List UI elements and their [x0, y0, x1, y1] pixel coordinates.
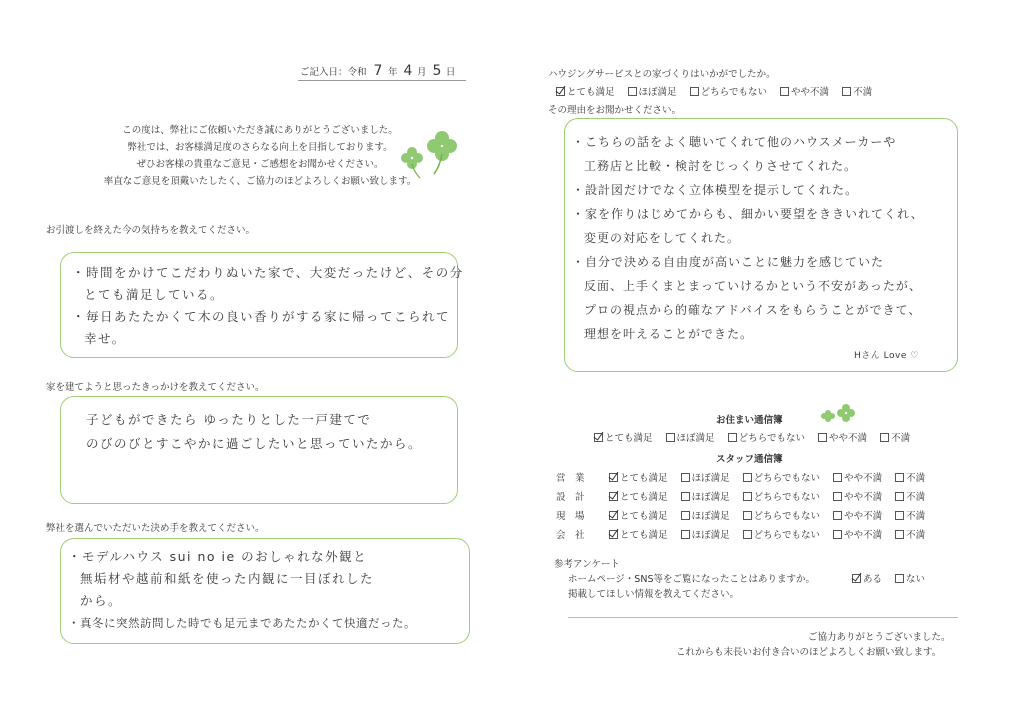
- signature: Hさん Love ♡: [854, 351, 919, 361]
- answer-line: から。: [80, 593, 123, 608]
- clover-icon: [398, 128, 466, 180]
- date-prefix: ご記入日：令和: [300, 67, 367, 78]
- checkbox-icon: [833, 530, 842, 539]
- option-label: とても満足: [567, 87, 615, 98]
- checkbox-icon: [895, 530, 904, 539]
- intro-line: ぜひお客様の貴重なご意見・ご感想をお聞かせください。: [136, 159, 384, 170]
- date-day: 5: [432, 63, 443, 79]
- option-label: やや不満: [844, 511, 883, 522]
- option-label: 不満: [906, 473, 926, 484]
- answer-line: プロの視点から的確なアドバイスをもらうことができて、: [584, 303, 922, 317]
- option-very-satisfied[interactable]: [556, 84, 615, 98]
- checkbox-icon: [609, 492, 618, 501]
- option-label: どちらでもない: [753, 492, 821, 503]
- checkbox-icon: [833, 492, 842, 501]
- option-very-satisfied[interactable]: [609, 489, 668, 503]
- option-mostly-satisfied[interactable]: [681, 527, 730, 541]
- answer-line: 反面、上手くまとまっていけるかという不安があったが、: [584, 279, 922, 293]
- option-slightly-dissatisfied[interactable]: [818, 430, 867, 444]
- checkbox-icon: [609, 530, 618, 539]
- option-label: 不満: [906, 530, 926, 541]
- option-label: やや不満: [844, 530, 883, 541]
- survey-homepage-options: [852, 571, 935, 585]
- option-label: やや不満: [844, 492, 883, 503]
- option-mostly-satisfied[interactable]: [666, 430, 715, 444]
- checkbox-icon: [628, 87, 637, 96]
- option-label: どちらでもない: [753, 511, 821, 522]
- staff-row-label: 営 業: [556, 473, 585, 484]
- option-slightly-dissatisfied[interactable]: [780, 84, 829, 98]
- q1-question: お引渡しを終えた今の気持ちを教えてください。: [46, 225, 256, 236]
- checkbox-icon: [743, 492, 752, 501]
- staff-card-title: スタッフ通信簿: [716, 454, 783, 465]
- option-dissatisfied[interactable]: [895, 508, 925, 522]
- option-label: ほぼ満足: [691, 511, 730, 522]
- q2-answer: [86, 408, 422, 456]
- option-slightly-dissatisfied[interactable]: [833, 527, 882, 541]
- survey-info-question: 掲載してほしい情報を教えてください。: [568, 589, 740, 600]
- q4-answer: [572, 130, 924, 346]
- option-label: どちらでもない: [738, 433, 805, 444]
- checkbox-icon: [743, 511, 752, 520]
- date-underline: [298, 80, 466, 81]
- option-label: とても満足: [620, 473, 668, 484]
- answer-line: 無垢材や越前和紙を使った内観に一目ぼれした: [80, 571, 375, 586]
- closing-line-1: ご協力ありがとうございました。: [808, 632, 951, 643]
- staff-row-sales: [556, 470, 935, 484]
- housing-options: [594, 430, 920, 444]
- survey-title: 参考アンケート: [554, 559, 620, 570]
- option-label: 不満: [906, 511, 926, 522]
- answer-line: ・真冬に突然訪問した時でも足元まであたたかくて快適だった。: [68, 616, 416, 630]
- option-slightly-dissatisfied[interactable]: [833, 470, 882, 484]
- checkbox-icon: [728, 433, 737, 442]
- checkbox-icon: [818, 433, 827, 442]
- closing-line-2: これからも末長いお付き合いのほどよろしくお願い致します。: [676, 647, 942, 658]
- answer-line: ・家を作りはじめてからも、細かい要望をききいれてくれ、: [572, 207, 924, 221]
- q4-reason-label: その理由をお聞かせください。: [548, 105, 682, 116]
- checkbox-icon: [895, 473, 904, 482]
- option-slightly-dissatisfied[interactable]: [833, 489, 882, 503]
- date-field: [300, 64, 455, 78]
- option-label: とても満足: [605, 433, 653, 444]
- option-dissatisfied[interactable]: [895, 527, 925, 541]
- option-label: ほぼ満足: [676, 433, 715, 444]
- option-label: ある: [863, 574, 883, 585]
- q1-answer: [72, 262, 464, 350]
- option-label: 不満: [906, 492, 926, 503]
- answer-line: ・毎日あたたかくて木の良い香りがする家に帰ってこられて: [72, 309, 451, 324]
- checkbox-icon: [780, 87, 789, 96]
- option-label: ない: [906, 574, 926, 585]
- answer-line: ・こちらの話をよく聴いてくれて他のハウスメーカーや: [572, 135, 897, 149]
- staff-row-site: [556, 508, 935, 522]
- checkbox-icon: [666, 433, 675, 442]
- intro-line: 率直なご意見を頂戴いたしたく、ご協力のほどよろしくお願い致します。: [103, 176, 417, 187]
- checkbox-icon: [880, 433, 889, 442]
- staff-row-label: 会 社: [556, 530, 585, 541]
- checkbox-icon: [681, 511, 690, 520]
- option-label: ほぼ満足: [691, 473, 730, 484]
- answer-line: 工務店と比較・検討をじっくりさせてくれた。: [584, 159, 858, 173]
- checkbox-icon: [833, 511, 842, 520]
- housing-card-title: お住まい通信簿: [716, 415, 783, 426]
- option-mostly-satisfied[interactable]: [681, 489, 730, 503]
- option-label: 不満: [891, 433, 911, 444]
- checkbox-icon: [556, 87, 565, 96]
- option-very-satisfied[interactable]: [609, 527, 668, 541]
- checkbox-icon: [594, 433, 603, 442]
- staff-row-label: 現 場: [556, 511, 585, 522]
- staff-row-company: [556, 527, 935, 541]
- option-very-satisfied[interactable]: [594, 430, 653, 444]
- option-neutral[interactable]: [690, 84, 767, 98]
- option-no[interactable]: [895, 571, 925, 585]
- option-mostly-satisfied[interactable]: [681, 508, 730, 522]
- intro-line: この度は、弊社にご依頼いただき誠にありがとうございました。: [122, 125, 398, 136]
- option-neutral[interactable]: [728, 430, 805, 444]
- answer-line: ・時間をかけてこだわりぬいた家で、大変だったけど、その分: [72, 265, 464, 280]
- checkbox-icon: [852, 574, 861, 583]
- checkbox-icon: [895, 492, 904, 501]
- answer-line: とても満足している。: [84, 287, 225, 302]
- option-yes[interactable]: [852, 571, 882, 585]
- option-neutral[interactable]: [743, 489, 820, 503]
- answer-line: 子どもができたら ゆったりとした一戸建てで: [86, 412, 372, 427]
- answer-line: 変更の対応をしてくれた。: [584, 231, 741, 245]
- checkbox-icon: [690, 87, 699, 96]
- answer-line: のびのびとすこやかに過ごしたいと思っていたから。: [86, 436, 423, 451]
- option-mostly-satisfied[interactable]: [681, 470, 730, 484]
- staff-row-label: 設 計: [556, 492, 585, 503]
- option-label: どちらでもない: [700, 87, 767, 98]
- survey-answer-line: [568, 617, 958, 618]
- option-label: とても満足: [620, 492, 668, 503]
- date-year: 7: [373, 63, 384, 79]
- option-mostly-satisfied[interactable]: [628, 84, 677, 98]
- checkbox-icon: [743, 530, 752, 539]
- option-slightly-dissatisfied[interactable]: [833, 508, 882, 522]
- option-label: やや不満: [829, 433, 868, 444]
- checkbox-icon: [681, 530, 690, 539]
- q4-question: ハウジングサービスとの家づくりはいかがでしたか。: [548, 69, 776, 80]
- date-month: 4: [403, 63, 414, 79]
- date-year-unit: 年: [387, 67, 398, 78]
- option-label: どちらでもない: [753, 530, 821, 541]
- checkbox-icon: [609, 511, 618, 520]
- clover-icon: [818, 402, 858, 424]
- answer-line: ・モデルハウス sui no ie のおしゃれな外観と: [68, 549, 368, 564]
- checkbox-icon: [681, 492, 690, 501]
- checkbox-icon: [833, 473, 842, 482]
- option-very-satisfied[interactable]: [609, 470, 668, 484]
- checkbox-icon: [895, 574, 904, 583]
- staff-row-design: [556, 489, 935, 503]
- date-month-unit: 月: [416, 67, 427, 78]
- q3-question: 弊社を選んでいただいた決め手を教えてください。: [46, 523, 265, 534]
- checkbox-icon: [743, 473, 752, 482]
- answer-line: 幸せ。: [84, 331, 126, 346]
- option-label: やや不満: [844, 473, 883, 484]
- option-neutral[interactable]: [743, 508, 820, 522]
- option-label: ほぼ満足: [638, 87, 677, 98]
- q3-answer: [68, 546, 416, 634]
- q4-options: [556, 84, 882, 98]
- option-dissatisfied[interactable]: [842, 84, 872, 98]
- option-dissatisfied[interactable]: [895, 470, 925, 484]
- option-neutral[interactable]: [743, 470, 820, 484]
- option-label: どちらでもない: [753, 473, 821, 484]
- option-label: ほぼ満足: [691, 530, 730, 541]
- survey-homepage-question: ホームページ・SNS等をご覧になったことはありますか。: [568, 574, 815, 585]
- checkbox-icon: [681, 473, 690, 482]
- date-day-unit: 日: [445, 67, 456, 78]
- option-label: とても満足: [620, 511, 668, 522]
- checkbox-icon: [609, 473, 618, 482]
- option-label: やや不満: [791, 87, 830, 98]
- answer-line: ・自分で決める自由度が高いことに魅力を感じていた: [572, 255, 885, 269]
- q2-question: 家を建てようと思ったきっかけを教えてください。: [46, 382, 265, 393]
- option-dissatisfied[interactable]: [880, 430, 910, 444]
- answer-line: 理想を叶えることができた。: [584, 327, 754, 341]
- intro-line: 弊社では、お客様満足度のさらなる向上を目指しております。: [127, 142, 393, 153]
- option-label: ほぼ満足: [691, 492, 730, 503]
- checkbox-icon: [842, 87, 851, 96]
- option-dissatisfied[interactable]: [895, 489, 925, 503]
- checkbox-icon: [895, 511, 904, 520]
- option-neutral[interactable]: [743, 527, 820, 541]
- option-very-satisfied[interactable]: [609, 508, 668, 522]
- option-label: 不満: [853, 87, 873, 98]
- option-label: とても満足: [620, 530, 668, 541]
- answer-line: ・設計図だけでなく立体模型を提示してくれた。: [572, 183, 859, 197]
